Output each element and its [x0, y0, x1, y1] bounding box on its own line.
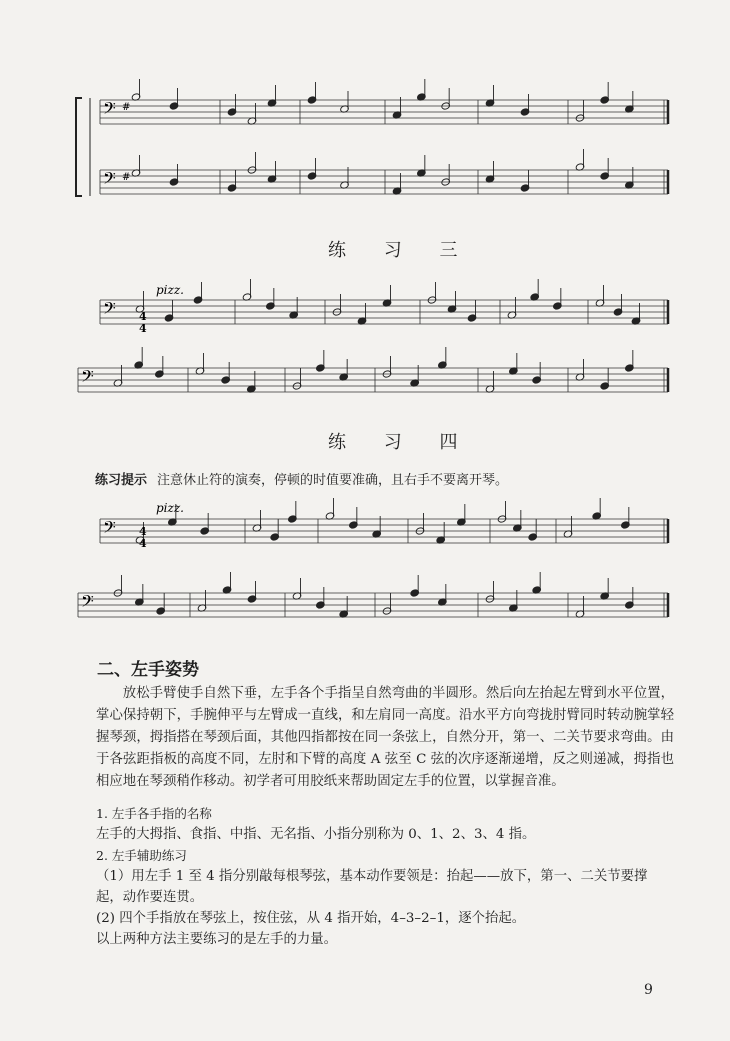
bass-clef: 𝄢 [103, 98, 116, 122]
staff-systems [76, 98, 668, 617]
hint-label: 练习提示 [95, 473, 148, 488]
pizz-marking: pizz. [156, 283, 184, 297]
time-signature-top: 4 [139, 525, 147, 538]
bass-clef: 𝄢 [103, 298, 116, 322]
practice-hint [95, 469, 508, 488]
exercise-item: （1）用左手 1 至 4 指分别敲每根琴弦，基本动作要领是：抬起——放下，第一、二关节要撑起，动作要连贯。 [96, 869, 648, 905]
pizz-marking: pizz. [156, 501, 184, 515]
page-number: 9 [644, 982, 653, 998]
section-paragraph: 放松手臂使手自然下垂，左手各个手指呈自然弯曲的半圆形。然后向左抬起左臂到水平位置，掌心保持朝下，手腕伸平与左臂成一直线，和左肩同一高度。沿水平方向弯拢肘臂同时转动腕掌轻握琴颈，拇指搭在琴颈后面，其他四指都按在同一条弦上，自然分开，第一、二关节要求弯曲。由于各弦距指板的高度不同，左肘和下臂的高度 A 弦至 C 弦的次序逐渐递增，反之则递减，拇指也相应地在琴颈稍作移动。初学者可用胶纸来帮助固定左手的位置，以掌握音准。 [96, 686, 674, 789]
exercise-heading: 练 习 三 [328, 240, 474, 261]
exercise-item: (2) 四个手指放在琴弦上，按住弦，从 4 指开始，4–3–2–1，逐个抬起。 [96, 911, 526, 926]
summary-text: 以上两种方法主要练习的是左手的力量。 [96, 932, 338, 947]
bass-clef: 𝄢 [81, 591, 94, 615]
exercise-heading: 练 习 四 [328, 432, 474, 453]
hint-text: 注意休止符的演奏，停顿的时值要准确，且右手不要离开琴。 [157, 473, 509, 488]
subsection-text: 左手的大拇指、食指、中指、无名指、小指分别称为 0、1、2、3、4 指。 [96, 827, 536, 842]
time-signature-bottom: 4 [139, 537, 147, 550]
time-signature-top: 4 [139, 310, 147, 323]
section-body [96, 683, 674, 793]
bass-clef: 𝄢 [81, 366, 94, 390]
key-signature-sharp: # [122, 102, 131, 113]
time-signature-bottom: 4 [139, 322, 147, 335]
left-hand-details [96, 803, 674, 950]
bass-clef: 𝄢 [103, 517, 116, 541]
subsection-title: 1. 左手各手指的名称 [96, 806, 212, 821]
subsection-title: 2. 左手辅助练习 [96, 848, 187, 863]
section-title: 二、左手姿势 [97, 660, 199, 680]
bass-clef: 𝄢 [103, 168, 116, 192]
key-signature-sharp: # [122, 172, 131, 183]
system-bracket [76, 98, 82, 196]
